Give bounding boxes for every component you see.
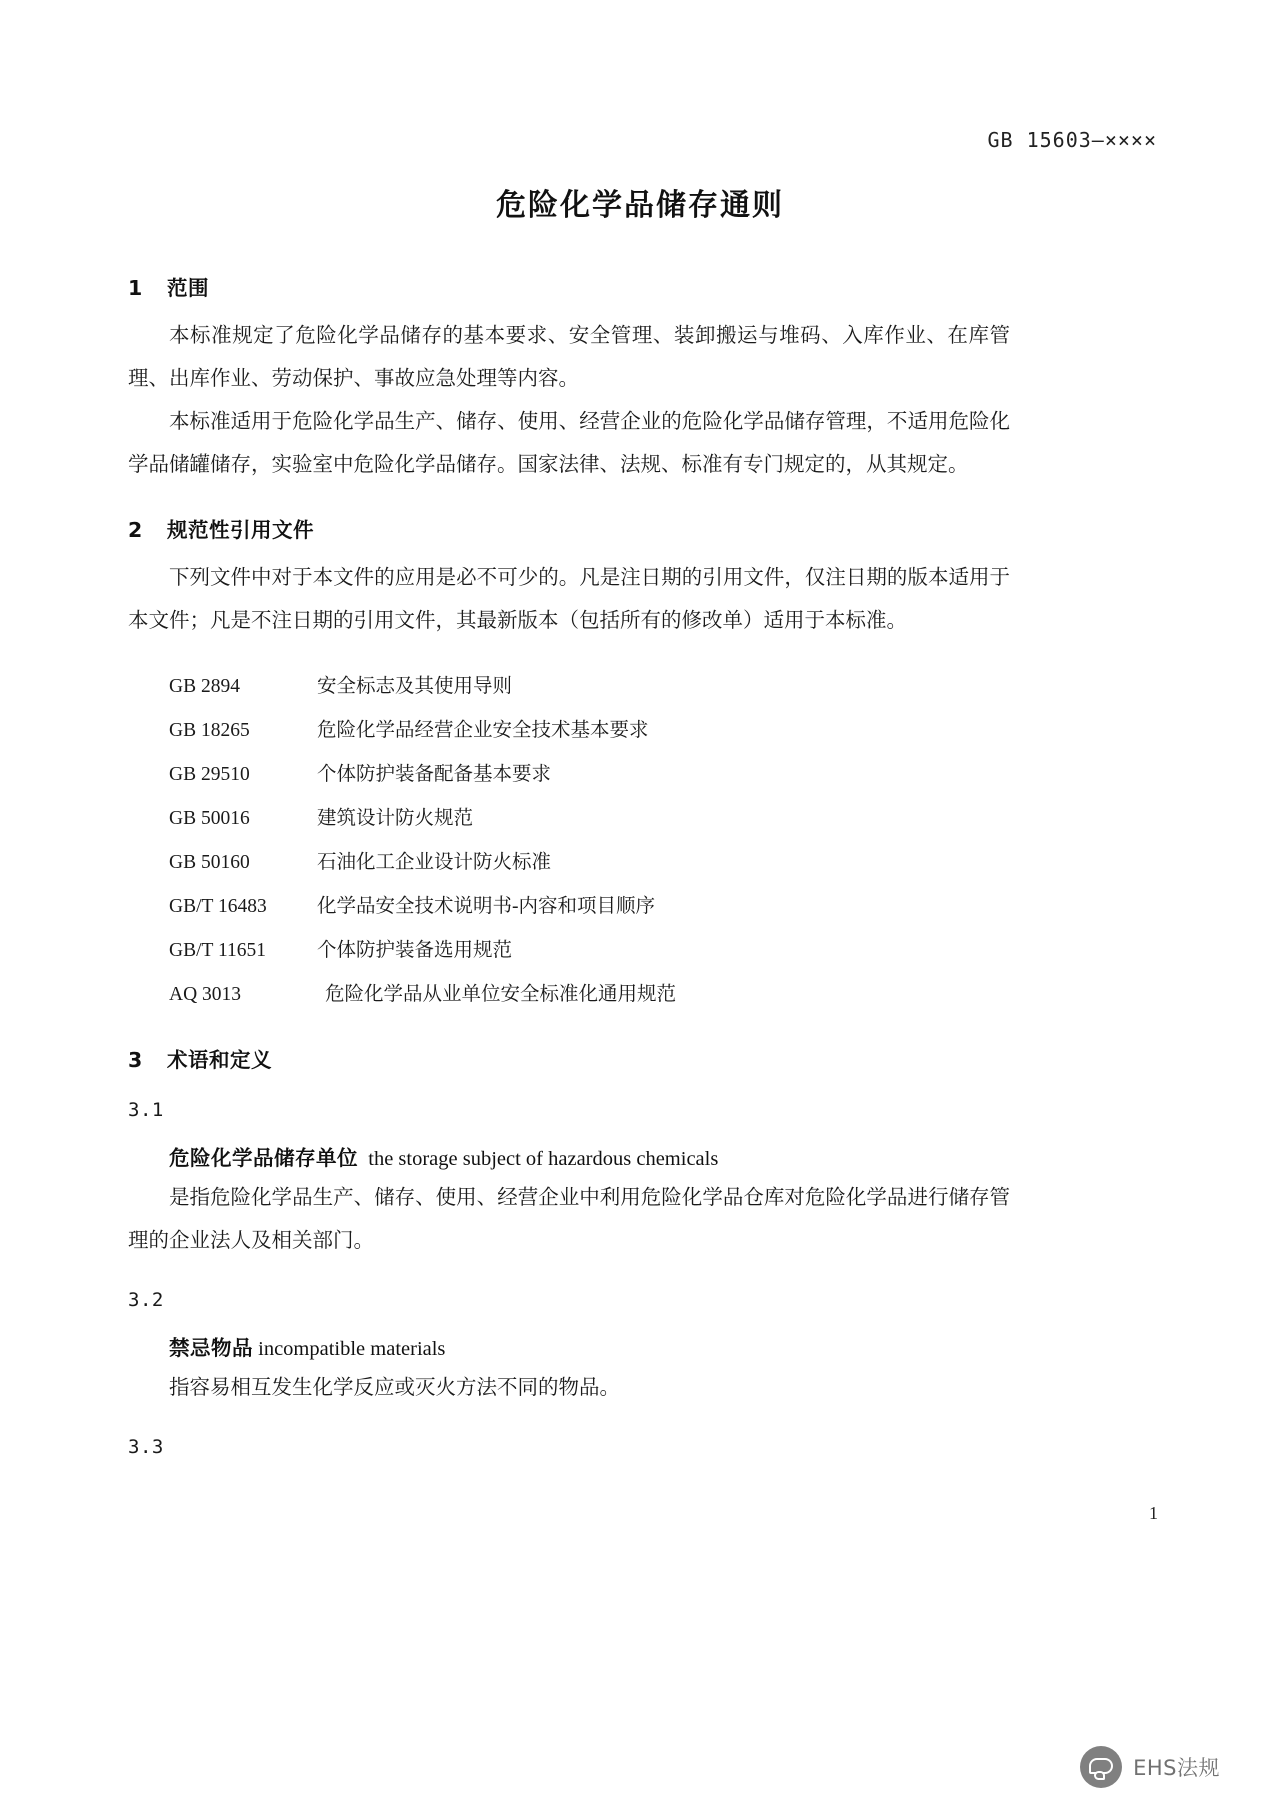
reference-code: GB 29510: [169, 764, 250, 785]
term-definition-3-2: 指容易相互发生化学反应或灭火方法不同的物品。: [169, 1377, 620, 1399]
list-item: [128, 929, 1010, 973]
reference-code: GB 2894: [169, 676, 240, 697]
section-1-paragraph-2: 本标准适用于危险化学品生产、储存、使用、经营企业的危险化学品储存管理，不适用危险化学品储罐储存，实验室中危险化学品储存。国家法律、法规、标准有专门规定的，从其规定。: [128, 411, 1010, 476]
section-heading-3: [128, 1043, 1010, 1073]
term-english: the storage subject of hazardous chemicals: [368, 1148, 719, 1170]
section-title-1: 范围: [167, 276, 209, 300]
section-number-2: 2: [128, 518, 143, 542]
reference-name: 个体防护装备选用规范: [317, 940, 513, 961]
list-item: [128, 665, 1010, 709]
list-item: [128, 841, 1010, 885]
section-number-1: 1: [128, 276, 143, 300]
list-item: [128, 709, 1010, 753]
term-english: incompatible materials: [258, 1338, 446, 1360]
term-entry-3-1: [128, 1141, 1010, 1171]
reference-name: 化学品安全技术说明书-内容和项目顺序: [317, 896, 655, 917]
reference-code: GB/T 11651: [169, 940, 266, 961]
standard-number: GB 15603—××××: [987, 128, 1157, 152]
section-title-2: 规范性引用文件: [167, 518, 314, 542]
watermark-label: EHS法规: [1133, 1756, 1220, 1780]
reference-code: GB 50160: [169, 852, 250, 873]
watermark: [1080, 1746, 1220, 1788]
list-item: [128, 885, 1010, 929]
clause-number-3-2: 3.2: [128, 1289, 164, 1311]
normative-reference-list: [128, 665, 1010, 1017]
reference-code: GB 18265: [169, 720, 250, 741]
section-1-paragraph-1: 本标准规定了危险化学品储存的基本要求、安全管理、装卸搬运与堆码、入库作业、在库管理、出库作业、劳动保护、事故应急处理等内容。: [128, 325, 1010, 390]
section-heading-2: [128, 513, 1010, 543]
term-entry-3-2: [128, 1331, 1010, 1361]
reference-name: 危险化学品经营企业安全技术基本要求: [317, 720, 649, 741]
document-body: [128, 245, 1010, 1478]
reference-name: 危险化学品从业单位安全标准化通用规范: [325, 984, 677, 1005]
reference-name: 建筑设计防火规范: [317, 808, 474, 829]
list-item: [128, 973, 1010, 1017]
wechat-logo-icon: [1080, 1746, 1122, 1788]
term-definition-3-1: 是指危险化学品生产、储存、使用、经营企业中利用危险化学品仓库对危险化学品进行储存管理的企业法人及相关部门。: [128, 1187, 1010, 1252]
list-item: [128, 753, 1010, 797]
clause-number-3-3: 3.3: [128, 1436, 164, 1458]
section-number-3: 3: [128, 1048, 143, 1072]
reference-code: AQ 3013: [169, 984, 242, 1005]
page-number: 1: [1149, 1503, 1158, 1523]
reference-name: 个体防护装备配备基本要求: [317, 764, 552, 785]
section-2-paragraph-1: 下列文件中对于本文件的应用是必不可少的。凡是注日期的引用文件，仅注日期的版本适用于本文件；凡是不注日期的引用文件，其最新版本（包括所有的修改单）适用于本标准。: [128, 567, 1010, 632]
reference-name: 石油化工企业设计防火标准: [317, 852, 552, 873]
clause-number-3-1: 3.1: [128, 1099, 164, 1121]
term-chinese: 禁忌物品: [169, 1336, 253, 1360]
section-heading-1: [128, 271, 1010, 301]
page-title: 危险化学品储存通则: [496, 188, 784, 223]
reference-code: GB/T 16483: [169, 896, 267, 917]
reference-code: GB 50016: [169, 808, 250, 829]
term-chinese: 危险化学品储存单位: [169, 1146, 358, 1170]
section-title-3: 术语和定义: [167, 1048, 272, 1072]
reference-name: 安全标志及其使用导则: [317, 676, 513, 697]
list-item: [128, 797, 1010, 841]
